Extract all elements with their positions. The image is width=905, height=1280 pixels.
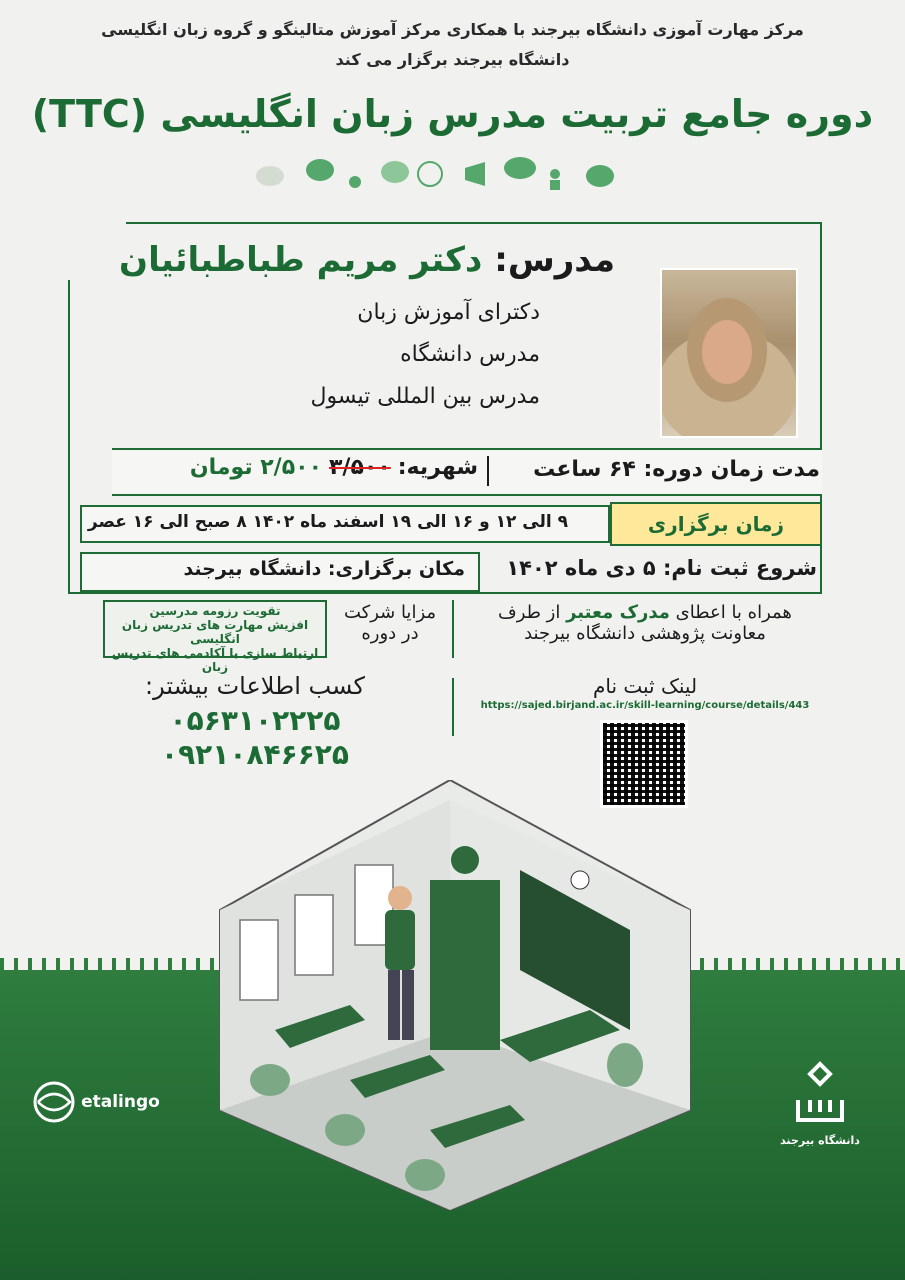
credential-1: دکترای آموزش زبان (357, 300, 540, 325)
info-label: کسب اطلاعات بیشتر: (145, 672, 365, 700)
phone-1[interactable]: ۰۵۶۳۱۰۲۲۲۵ (169, 704, 341, 737)
instructor-name: دکتر مریم طباطبائیان (119, 240, 483, 280)
credential-2: مدرس دانشگاه (400, 342, 540, 367)
classroom-illustration (190, 780, 710, 1210)
panel-corner (66, 220, 126, 280)
communication-icons (250, 150, 630, 198)
certificate-text-a: همراه با اعطای (669, 602, 792, 623)
register-url[interactable]: https://sajed.birjand.ac.ir/skill-learning/course/details/443 (480, 700, 810, 711)
university-emblem-icon (790, 1060, 850, 1130)
metalingo-wordmark: etalingo (81, 1092, 160, 1112)
university-name: دانشگاه بیرجند (780, 1134, 860, 1147)
instructor-heading (119, 240, 615, 280)
benefit-1: تقویت رزومه مدرسین (149, 604, 281, 618)
benefits-list (103, 600, 327, 674)
schedule-text: ۹ الی ۱۲ و ۱۶ الی ۱۹ اسفند ماه ۱۴۰۲ ۸ صبح الی ۱۶ عصر (87, 512, 568, 532)
course-fee (128, 455, 478, 480)
benefits-label-1: مزایا شرکت (343, 602, 437, 623)
row-divider (487, 456, 489, 486)
instructor-prefix: مدرس: (494, 240, 615, 280)
organizer-line: مرکز مهارت آموزی دانشگاه بیرجند با همکاری مرکز آموزش متالینگو و گروه زبان انگلیسی (101, 20, 804, 39)
register-label: لینک ثبت نام (592, 674, 698, 698)
certificate-text-b: از طرف (498, 602, 567, 623)
certificate-text-2: معاونت پژوهشی دانشگاه بیرجند (524, 623, 766, 644)
contact-divider (452, 678, 454, 736)
course-duration: مدت زمان دوره: ۶۴ ساعت (533, 457, 820, 482)
benefit-3: ارتباط سازی با آکادمی های تدریس زبان (111, 646, 319, 674)
benefits-divider (452, 600, 454, 658)
birjand-university-logo (770, 1060, 870, 1147)
instructor-photo (660, 268, 798, 438)
fee-label: شهریه: (397, 455, 478, 480)
certificate-note (465, 602, 825, 644)
organizer-line-2: دانشگاه بیرجند برگزار می کند (335, 50, 570, 69)
fee-old-price: ۳/۵۰۰ (329, 455, 391, 480)
globe-icon (32, 1080, 76, 1124)
course-title: دوره جامع تربیت مدرس زبان انگلیسی (TTC) (31, 92, 874, 136)
location-text: مکان برگزاری: دانشگاه بیرجند (183, 558, 465, 580)
schedule-label: زمان برگزاری (610, 502, 822, 546)
benefits-label (335, 602, 445, 644)
credential-3: مدرس بین المللی تیسول (310, 384, 540, 409)
registration-start: شروع ثبت نام: ۵ دی ماه ۱۴۰۲ (506, 556, 817, 580)
certificate-highlight: مدرک معتبر (566, 602, 670, 623)
metalingo-logo (32, 1080, 172, 1140)
phone-2[interactable]: ۰۹۲۱۰۸۴۶۶۲۵ (161, 738, 349, 771)
benefit-2: افزیش مهارت های تدریس زبان انگلیسی (121, 618, 309, 646)
benefits-label-2: در دوره (361, 623, 419, 644)
fee-new-price: ۲/۵۰۰ تومان (189, 455, 322, 480)
